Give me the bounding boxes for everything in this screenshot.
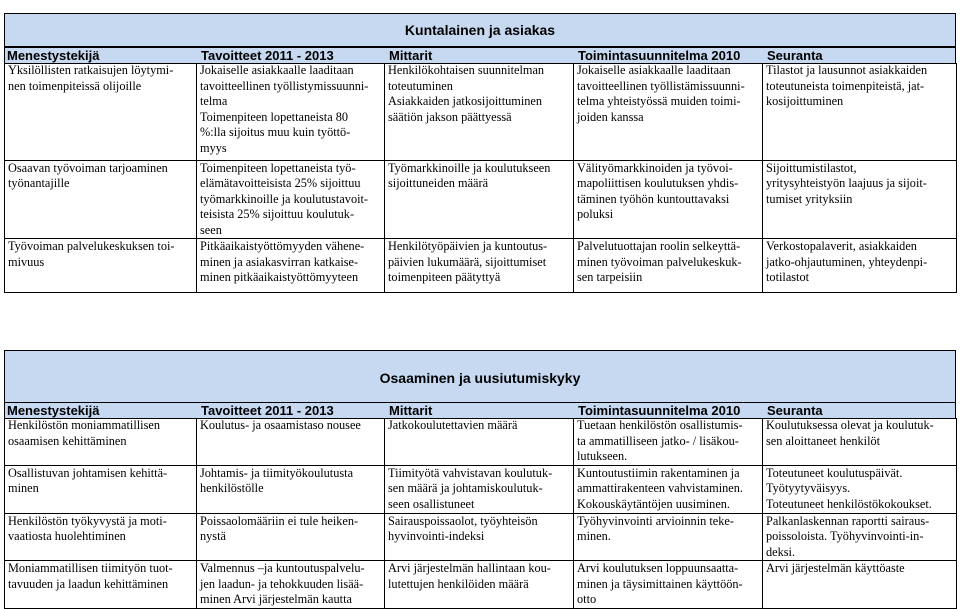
cell: Kuntoutustiimin rakentaminen ja ammattirakenteen vahvistaminen. Kokouskäytäntöjen uusiminen. bbox=[574, 465, 763, 513]
section-title-osaaminen bbox=[4, 350, 956, 403]
cell: Työmarkkinoille ja koulutukseen sijoittuneiden määrä bbox=[385, 160, 574, 239]
cell: Jokaiselle asiakkaalle laaditaan tavoitteellinen työllistymissuunni- telma Toimenpiteen lopettaneista 80 %:lla sijoitus muu kuin työttö- myys bbox=[197, 63, 385, 160]
cell: Koulutuksessa olevat ja koulutuk- sen aloittaneet henkilöt bbox=[763, 418, 957, 465]
cell: Arvi koulutuksen loppuunsaatta- minen ja täysimittainen käyttöön- otto bbox=[574, 561, 763, 609]
table-row bbox=[5, 239, 957, 293]
table-row bbox=[5, 418, 957, 465]
cell: Jokaiselle asiakkaalle laaditaan tavoitteellinen työllistämissuunni- telma yhteistyössä muiden toimi- joiden kanssa bbox=[574, 63, 763, 160]
header-seuranta: Seuranta bbox=[767, 403, 823, 418]
header-toimintasuunnitelma: Toimintasuunnitelma 2010 bbox=[578, 403, 741, 418]
header-mittarit: Mittarit bbox=[389, 48, 433, 63]
cell: Sairauspoissaolot, työyhteisön hyvinvointi-indeksi bbox=[385, 513, 574, 561]
table-header-row bbox=[4, 47, 956, 64]
cell: Palvelutuottajan roolin selkeyttä- minen työvoiman palvelukeskuk- sen tarpeisiin bbox=[574, 239, 763, 293]
cell: Arvi järjestelmän käyttöaste bbox=[763, 561, 957, 609]
cell: Johtamis- ja tiimityökoulutusta henkilöstölle bbox=[197, 465, 385, 513]
header-tavoitteet: Tavoitteet 2011 - 2013 bbox=[201, 403, 334, 418]
table-header-row bbox=[4, 402, 956, 419]
section-title-text: Kuntalainen ja asiakas bbox=[404, 22, 556, 38]
cell: Koulutus- ja osaamistaso nousee bbox=[197, 418, 385, 465]
header-tavoitteet: Tavoitteet 2011 - 2013 bbox=[201, 48, 334, 63]
cell: Henkilötyöpäivien ja kuntoutus- päivien lukumäärä, sijoittumiset toimenpiteen päätyttyä bbox=[385, 239, 574, 293]
cell: Toimenpiteen lopettaneista työ- elämätavoitteisista 25% sijoittuu työmarkkinoille ja koulutustavoit- teisista 25% sijoittuu koulutuk- seen bbox=[197, 160, 385, 239]
cell: Pitkäaikaistyöttömyyden vähene- minen ja asiakasvirran katkaise- minen pitkäaikaistyöttömyyteen bbox=[197, 239, 385, 293]
table-row bbox=[5, 561, 957, 609]
table-row bbox=[5, 465, 957, 513]
cell: Osallistuvan johtamisen kehittä- minen bbox=[5, 465, 197, 513]
table-row bbox=[5, 513, 957, 561]
cell: Henkilökohtaisen suunnitelman toteutuminen Asiakkaiden jatkosijoittuminen säätiön jakson päättyessä bbox=[385, 63, 574, 160]
cell: Tuetaan henkilöstön osallistumis- ta ammatilliseen jatko- / lisäkou- lutukseen. bbox=[574, 418, 763, 465]
table-osaaminen bbox=[4, 418, 957, 609]
cell: Työhyvinvointi arvioinnin teke- minen. bbox=[574, 513, 763, 561]
cell: Verkostopalaverit, asiakkaiden jatko-ohjautuminen, yhteydenpi- totilastot bbox=[763, 239, 957, 293]
cell: Henkilöstön moniammatillisen osaamisen kehittäminen bbox=[5, 418, 197, 465]
table-kuntalainen bbox=[4, 63, 957, 293]
cell: Henkilöstön työkyvystä ja moti- vaatiosta huolehtiminen bbox=[5, 513, 197, 561]
cell: Palkanlaskennan raportti sairaus- poissoloista. Työhyvinvointi-in- deksi. bbox=[763, 513, 957, 561]
cell: Sijoittumistilastot, yritysyhteistyön laajuus ja sijoit- tumiset yrityksiin bbox=[763, 160, 957, 239]
header-toimintasuunnitelma: Toimintasuunnitelma 2010 bbox=[578, 48, 741, 63]
header-seuranta: Seuranta bbox=[767, 48, 823, 63]
cell: Moniammatillisen tiimityön tuot- tavuuden ja laadun kehittäminen bbox=[5, 561, 197, 609]
cell: Jatkokoulutettavien määrä bbox=[385, 418, 574, 465]
cell: Valmennus –ja kuntoutuspalvelu- jen laadun- ja tehokkuuden lisää- minen Arvi järjestelmän kautta bbox=[197, 561, 385, 609]
cell: Työvoiman palvelukeskuksen toi- mivuus bbox=[5, 239, 197, 293]
cell: Yksilöllisten ratkaisujen löytymi- nen toimenpiteissä olijoille bbox=[5, 63, 197, 160]
cell: Tilastot ja lausunnot asiakkaiden toteutuneista toimenpiteistä, jat- kosijoittuminen bbox=[763, 63, 957, 160]
section-title-text: Osaaminen ja uusiutumiskyky bbox=[379, 370, 581, 386]
table-row bbox=[5, 63, 957, 160]
cell: Välityömarkkinoiden ja työvoi- mapoliittisen koulutuksen yhdis- täminen työhön kuntouttavaksi poluksi bbox=[574, 160, 763, 239]
section-title-kuntalainen bbox=[4, 13, 956, 47]
cell: Toteutuneet koulutuspäivät. Työtyytyväisyys. Toteutuneet henkilöstökokoukset. bbox=[763, 465, 957, 513]
header-mittarit: Mittarit bbox=[389, 403, 433, 418]
header-menestystekija: Menestystekijä bbox=[7, 403, 100, 418]
cell: Poissaolomääriin ei tule heiken- nystä bbox=[197, 513, 385, 561]
cell: Tiimityötä vahvistavan koulutuk- sen määrä ja johtamiskoulutuk- seen osallistuneet bbox=[385, 465, 574, 513]
cell: Osaavan työvoiman tarjoaminen työnantajille bbox=[5, 160, 197, 239]
header-menestystekija: Menestystekijä bbox=[7, 48, 100, 63]
cell: Arvi järjestelmän hallintaan kou- lutettujen henkilöiden määrä bbox=[385, 561, 574, 609]
table-row bbox=[5, 160, 957, 239]
